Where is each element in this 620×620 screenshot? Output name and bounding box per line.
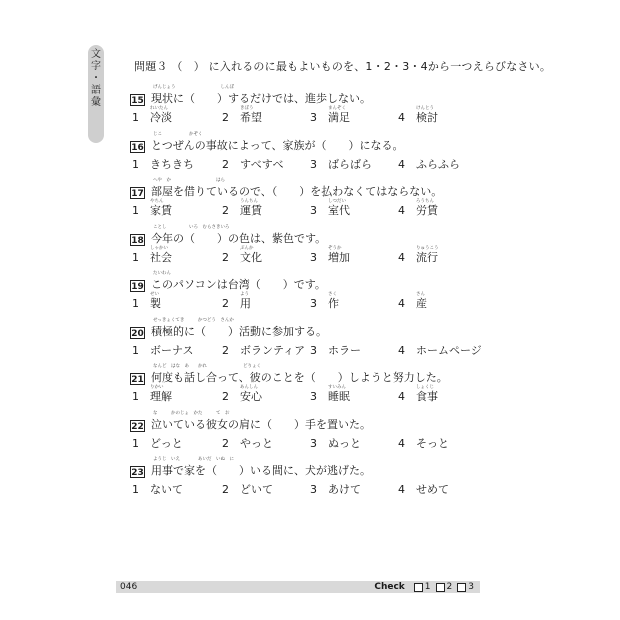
option-number: 2 [222,157,229,171]
option-label: 冷淡 [150,111,172,124]
answer-option[interactable] [396,385,438,404]
option-text [240,344,305,357]
option-text [328,437,361,450]
question-line [130,226,326,246]
answer-options [130,156,460,174]
option-number: 4 [398,157,405,171]
question-line [130,179,442,199]
answer-option[interactable] [308,245,350,265]
option-text [240,199,262,217]
option-number: 4 [398,343,405,357]
question-text [151,178,443,199]
answer-option[interactable] [308,385,350,404]
side-tab-char: 字 [91,61,101,72]
question-text [151,271,326,292]
question-number: 18 [131,235,144,246]
answer-option[interactable] [308,342,361,358]
question-block [130,224,439,267]
option-number: 1 [132,483,139,496]
option-text [416,344,482,357]
answer-option[interactable] [396,106,438,125]
option-number: 3 [310,250,317,264]
question-number: 16 [131,142,144,153]
option-furigana: しゃかい [150,245,168,251]
question-block [130,271,427,313]
option-label: どいて [240,483,273,496]
answer-option[interactable] [396,199,438,218]
answer-options [130,481,449,499]
option-number: 2 [222,111,229,124]
answer-option[interactable] [220,481,273,497]
answer-option[interactable] [130,245,172,265]
answer-option[interactable] [130,292,161,311]
option-furigana: れいたん [150,106,168,111]
option-number: 3 [310,483,317,496]
question-line [130,412,371,432]
question-block [130,410,449,453]
option-number: 3 [310,157,317,171]
option-text [416,483,449,496]
question-sentence: 泣いている彼女の肩に（ ）手を置いた。 [151,417,371,431]
option-number: 1 [132,343,139,357]
option-label: 安心 [240,390,262,403]
question-line [130,86,371,106]
option-furigana: さん [416,292,425,297]
answer-options [130,199,442,220]
option-furigana: あんしん [240,385,258,390]
question-furigana: な かのじょ かた て お [153,410,230,416]
option-label: そっと [416,436,449,450]
option-furigana: よう [240,292,249,297]
instruction [134,58,551,74]
option-text [328,292,339,310]
option-label: 労賃 [416,204,438,217]
answer-option[interactable] [308,481,361,497]
answer-options [130,292,427,313]
option-text [240,106,262,124]
answer-option[interactable] [396,156,460,172]
option-number: 1 [132,157,139,171]
question-text [151,131,404,153]
option-label: 満足 [328,111,350,124]
option-label: どっと [150,436,183,450]
option-text [150,106,172,124]
option-number: 1 [132,204,139,217]
option-number: 1 [132,390,139,403]
question-line [130,319,327,339]
question-sentence: とつぜんの事故によって、家族が（ ）になる。 [151,138,404,152]
option-label: 睡眠 [328,390,350,403]
option-label: 食事 [416,390,438,403]
option-number: 3 [310,343,317,357]
option-label: ホラー [328,343,361,357]
option-furigana: まんぞく [328,106,346,111]
option-label: きちきち [150,157,194,171]
question-number: 19 [131,282,144,292]
answer-options [130,245,439,267]
question-text [151,224,327,246]
option-text [416,437,449,450]
option-label: 増加 [328,250,350,264]
check-group [374,581,474,593]
option-number: 4 [398,436,405,450]
option-furigana: やちん [150,199,164,204]
option-text [240,245,262,264]
option-text [150,344,194,357]
question-number: 23 [131,468,144,478]
answer-option[interactable] [130,435,183,451]
option-furigana: うんちん [240,199,258,204]
option-label: ばらばら [328,157,372,171]
option-furigana: りゅうこう [416,245,439,251]
option-label: あけて [328,483,361,496]
question-sentence: 何度も話し合って、彼のことを（ ）しようと努力した。 [151,371,448,384]
question-furigana: げんじょう しんぽ [153,85,234,90]
side-tab-char: 彙 [91,97,101,108]
option-number: 1 [132,436,139,450]
option-furigana: せい [150,292,159,297]
option-furigana: きぼう [240,106,254,111]
answer-option[interactable] [220,342,305,358]
option-text [150,199,172,217]
option-text [150,385,172,403]
question-line [130,365,448,385]
answer-option[interactable] [308,106,350,125]
question-number: 20 [131,328,144,339]
answer-option[interactable] [130,342,194,358]
question-block [130,317,482,360]
question-sentence: 積極的に（ ）活動に参加する。 [151,324,327,338]
question-block [130,131,460,174]
question-sentence: 現状に（ ）するだけでは、進歩しない。 [151,92,371,105]
option-text [328,385,350,403]
option-number: 2 [222,204,229,217]
option-label: 希望 [240,111,262,124]
option-label: 産 [416,297,427,310]
option-label: すべすべ [240,157,284,171]
answer-option[interactable] [308,156,372,172]
option-furigana: けんとう [416,106,434,111]
answer-option[interactable] [220,435,273,451]
question-furigana: せっきょくてき かつどう さんか [153,317,234,323]
option-number: 4 [398,297,405,310]
side-tab-char: 文 [91,49,101,60]
option-label: やっと [240,436,273,450]
question-block [130,85,438,127]
answer-option[interactable] [220,385,262,404]
check-label: Check [374,582,405,592]
option-text [150,245,172,264]
answer-options [130,435,449,453]
option-text [328,106,350,124]
option-label: 家賃 [150,204,172,217]
option-number: 1 [132,111,139,124]
answer-option[interactable] [396,245,439,265]
option-furigana: ろうちん [416,199,434,204]
option-text [240,385,262,403]
option-text [150,158,194,171]
check-number: 2 [446,582,453,592]
answer-option[interactable] [130,385,172,404]
option-text [150,483,183,496]
option-label: せめて [416,483,449,496]
option-label: 流行 [416,250,438,264]
option-furigana: すいみん [328,385,346,390]
question-line [130,272,326,292]
option-furigana: ぶんか [240,245,254,251]
option-furigana: しつだい [328,199,346,204]
option-number: 2 [222,436,229,450]
option-text [240,158,284,171]
option-number: 1 [132,250,139,264]
option-label: 運賃 [240,204,262,217]
side-tab-char: ・ [91,73,101,84]
answer-option[interactable] [396,481,449,497]
answer-option[interactable] [220,245,262,265]
question-block [130,365,448,406]
option-label: ボーナス [150,343,194,357]
option-number: 4 [398,111,405,124]
check-box[interactable] [436,583,445,592]
option-number: 1 [132,297,139,310]
question-sentence: 今年の（ ）の色は、紫色です。 [151,231,327,245]
option-text [416,158,460,171]
option-number: 2 [222,390,229,403]
option-text [416,385,438,403]
answer-option[interactable] [308,292,339,311]
option-furigana: しょくじ [416,385,434,390]
option-label: ないて [150,483,183,496]
question-furigana: たいわん [153,271,171,276]
question-line [130,133,404,153]
option-text [328,344,361,357]
page-number: 046 [120,582,138,592]
question-number: 21 [131,375,144,385]
option-label: 検討 [416,111,438,124]
answer-option[interactable] [396,435,449,451]
question-sentence: このパソコンは台湾（ ）です。 [151,278,326,291]
option-text [150,437,183,450]
question-sentence: 部屋を借りているので、（ ）を払わなくてはならない。 [151,185,443,198]
option-number: 4 [398,390,405,403]
answer-option[interactable] [130,481,183,497]
option-text [328,199,350,217]
option-label: ホームページ [416,343,482,357]
answer-option[interactable] [308,199,350,218]
question-number: 15 [131,96,144,106]
question-furigana: なんど はな あ かれ どりょく [153,364,261,369]
option-label: 室代 [328,204,350,217]
instruction-prefix: 問題３ [134,60,168,73]
question-furigana: じこ かぞく [153,131,203,137]
option-number: 3 [310,204,317,217]
instruction-text: に入れるのに最もよいものを、1・2・3・4から一つえらびなさい。 [208,60,552,73]
option-text [416,245,439,264]
option-text [240,483,273,496]
question-text [151,364,448,385]
option-text [150,292,161,310]
option-number: 2 [222,483,229,496]
option-text [416,292,427,310]
answer-option[interactable] [130,106,172,125]
question-sentence: 用事で家を（ ）いる間に、犬が逃げた。 [151,464,371,477]
option-number: 4 [398,250,405,264]
option-number: 3 [310,390,317,403]
check-box[interactable] [457,583,466,592]
option-number: 2 [222,297,229,310]
option-text [240,437,273,450]
question-number: 17 [131,189,144,199]
option-label: 理解 [150,390,172,403]
footer-bar [116,581,480,593]
question-number: 22 [131,421,144,432]
answer-option[interactable] [396,342,482,358]
option-number: 3 [310,436,317,450]
answer-option[interactable] [130,156,194,172]
option-number: 2 [222,250,229,264]
answer-option[interactable] [220,156,284,172]
question-text [151,457,371,478]
side-tab [88,45,104,143]
question-text [151,410,371,432]
answer-options [130,385,448,406]
option-label: 文化 [240,250,262,264]
option-text [328,245,350,264]
option-text [416,106,438,124]
check-number: 1 [424,582,431,592]
check-box[interactable] [414,583,423,592]
answer-options [130,342,482,360]
option-furigana: ぞうか [328,245,342,251]
option-label: ボランティア [240,343,306,357]
question-text [151,317,327,339]
answer-option[interactable] [130,199,172,218]
answer-options [130,106,438,127]
option-text [416,199,438,217]
option-label: ぬっと [328,436,361,450]
check-number: 3 [468,582,474,592]
answer-option[interactable] [220,199,262,218]
side-tab-char: 語 [91,85,101,96]
question-furigana: ようじ いえ あいだ いぬ に [153,457,234,462]
option-number: 3 [310,297,317,310]
answer-option[interactable] [220,292,251,311]
option-furigana: さく [328,292,337,297]
question-text [151,85,371,106]
option-label: 作 [328,297,339,310]
option-number: 4 [398,483,405,496]
option-text [240,292,251,310]
option-text [328,158,372,171]
question-block [130,179,442,220]
option-number: 4 [398,204,405,217]
option-label: 用 [240,297,251,310]
instruction-paren: （ ） [171,60,205,73]
question-line [130,458,371,478]
question-block [130,457,449,499]
option-number: 3 [310,111,317,124]
option-label: 製 [150,297,161,310]
option-label: ふらふら [416,157,460,171]
answer-option[interactable] [396,292,427,311]
answer-option[interactable] [308,435,361,451]
option-label: 社会 [150,250,172,264]
answer-option[interactable] [220,106,262,125]
option-text [328,483,361,496]
option-furigana: りかい [150,385,164,390]
question-furigana: へや か はら [153,178,225,183]
option-number: 2 [222,343,229,357]
question-furigana: ことし いろ むらさきいろ [153,224,230,230]
